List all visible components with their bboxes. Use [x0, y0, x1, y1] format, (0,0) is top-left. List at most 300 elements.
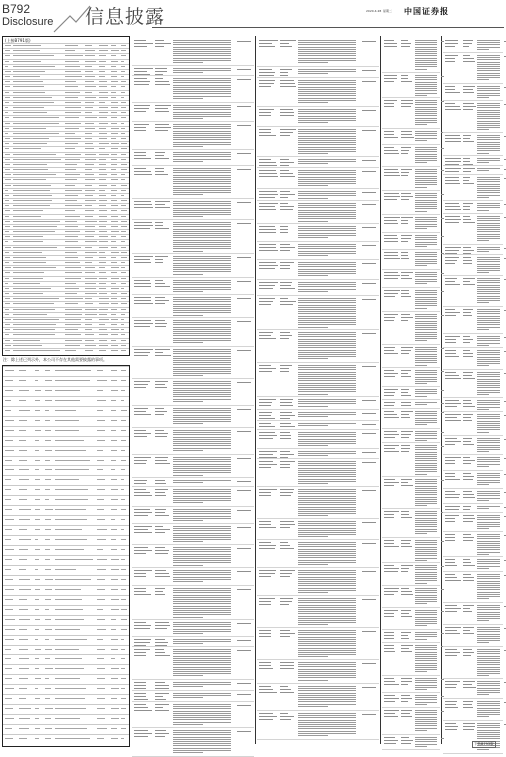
entry-text [173, 72, 204, 73]
entry-text [415, 746, 427, 747]
table-cell [45, 539, 50, 540]
entry-text [477, 732, 500, 733]
entry-text [445, 103, 455, 104]
entry-text [280, 265, 291, 266]
entry-text [237, 705, 251, 706]
entry-text [155, 262, 164, 263]
table-cell [45, 599, 51, 600]
entry-text [298, 643, 356, 644]
entry-text [415, 524, 437, 525]
entry-text [173, 353, 231, 354]
entry-text [259, 426, 275, 427]
table-row [3, 121, 129, 122]
entry-text [477, 49, 489, 50]
table-cell [5, 179, 11, 180]
table-cell [5, 226, 10, 227]
entry-text [298, 513, 356, 514]
entry-text [477, 181, 500, 182]
entry-text [362, 571, 376, 572]
table-cell [13, 102, 54, 103]
table-cell [121, 107, 126, 108]
table-cell [99, 195, 106, 196]
disclosure-entry [132, 278, 254, 295]
entry-text [280, 402, 293, 403]
table-cell [65, 92, 80, 93]
entry-text [463, 161, 470, 162]
table-cell [13, 117, 59, 118]
entry-text [173, 570, 231, 571]
table-cell [65, 148, 75, 149]
entry-text [173, 93, 231, 94]
entry-text [384, 314, 398, 315]
table-cell [97, 569, 106, 570]
entry-text [401, 737, 409, 738]
section-english: Disclosure [2, 16, 54, 28]
entry-text [298, 662, 356, 663]
entry-text [415, 42, 437, 43]
entry-text [477, 184, 500, 185]
table-cell [19, 738, 27, 739]
entry-text [415, 621, 437, 622]
table-cell [99, 128, 106, 129]
entry-text [463, 58, 474, 59]
entry-text [415, 614, 437, 615]
table-cell [111, 200, 117, 201]
entry-text [477, 402, 500, 403]
entry-text [298, 553, 356, 554]
disclosure-entry [382, 735, 440, 750]
entry-text [173, 511, 231, 512]
entry-text [298, 307, 356, 308]
entry-text [415, 704, 427, 705]
entry-text [173, 60, 231, 61]
entry-text [401, 290, 409, 291]
table-cell [13, 210, 43, 211]
table-cell [19, 390, 29, 391]
entry-text [298, 406, 329, 407]
entry-text [259, 304, 271, 305]
table-cell [19, 718, 30, 719]
entry-text [173, 240, 231, 241]
entry-text [401, 169, 412, 170]
entry-text [477, 664, 500, 665]
entry-text [280, 288, 295, 289]
entry-text [384, 710, 399, 711]
entry-text [477, 127, 500, 128]
entry-text [463, 339, 473, 340]
entry-text [259, 338, 276, 339]
entry-text [173, 410, 231, 411]
entry-text [445, 372, 456, 373]
entry-text [280, 545, 290, 546]
entry-text [134, 46, 147, 47]
entry-text [298, 372, 356, 373]
entry-text [362, 490, 376, 491]
entry-text [401, 684, 408, 685]
entry-text [298, 472, 356, 473]
entry-text [477, 438, 500, 439]
entry-text [463, 177, 470, 178]
entry-text [298, 228, 356, 229]
entry-text [477, 432, 489, 433]
table-cell [65, 272, 82, 273]
entry-text [173, 392, 231, 393]
entry-text [477, 477, 500, 478]
table-row [3, 525, 129, 526]
table-row [3, 126, 129, 127]
entry-text [298, 598, 356, 599]
entry-text [477, 234, 500, 235]
entry-text [415, 420, 437, 421]
disclosure-entry [257, 596, 379, 628]
entry-text [298, 153, 329, 154]
entry-text [415, 695, 437, 696]
entry-text [173, 47, 231, 48]
entry-text [463, 106, 476, 107]
table-cell [13, 195, 52, 196]
entry-text [415, 569, 437, 570]
table-cell [45, 479, 51, 480]
entry-text [401, 405, 411, 406]
entry-text [155, 323, 167, 324]
entry-text [298, 336, 356, 337]
entry-text [463, 40, 473, 41]
entry-text [477, 445, 500, 446]
entry-text [445, 257, 459, 258]
entry-text [298, 592, 329, 593]
entry-text [477, 669, 500, 670]
entry-text [477, 614, 500, 615]
table-cell [85, 293, 97, 294]
entry-text [173, 581, 204, 582]
entry-text [173, 229, 231, 230]
table-cell [19, 589, 31, 590]
entry-text [401, 479, 412, 480]
table-cell [97, 708, 105, 709]
entry-text [477, 549, 500, 550]
entry-text [477, 536, 500, 537]
table-cell [111, 257, 116, 258]
table-cell [65, 231, 80, 232]
entry-text [298, 724, 356, 725]
table-row [3, 635, 129, 636]
entry-text [155, 588, 165, 589]
entry-text [259, 86, 271, 87]
table-cell [111, 329, 119, 330]
entry-text [477, 671, 500, 672]
entry-text [173, 608, 231, 609]
entry-text [173, 415, 231, 416]
entry-text [401, 347, 413, 348]
entry-text [401, 370, 410, 371]
entry-text [415, 463, 437, 464]
entry-text [477, 177, 500, 178]
entry-text [401, 258, 409, 259]
entry-text [173, 554, 231, 555]
entry-text [259, 573, 275, 574]
entry-text [401, 613, 409, 614]
entry-text [173, 673, 231, 674]
table-cell [99, 159, 106, 160]
disclosure-entry [257, 363, 379, 397]
table-cell [111, 698, 117, 699]
table-cell [111, 738, 118, 739]
table-cell [5, 66, 8, 67]
table-cell [19, 529, 27, 530]
entry-text [173, 342, 204, 343]
section-title: 信息披露 [85, 6, 166, 28]
entry-text [477, 195, 500, 196]
table-row [3, 307, 129, 308]
entry-text [155, 43, 171, 44]
entry-text [298, 311, 356, 312]
entry-text [173, 693, 231, 694]
table-cell [85, 267, 95, 268]
entry-text [477, 192, 500, 193]
table-cell [85, 61, 96, 62]
entry-text [384, 434, 399, 435]
table-row [3, 406, 129, 407]
entry-text [134, 286, 151, 287]
entry-text [445, 356, 459, 357]
entry-text [362, 543, 376, 544]
entry-text [477, 730, 500, 731]
table-cell [121, 241, 125, 242]
entry-text [134, 303, 153, 304]
entry-text [298, 136, 356, 137]
entry-text [280, 46, 293, 47]
table-cell [65, 293, 77, 294]
entry-text [463, 103, 474, 104]
entry-text [298, 212, 356, 213]
disclosure-entry [382, 538, 440, 563]
entry-text [134, 355, 148, 356]
table-cell [19, 688, 27, 689]
disclosure-entry [382, 708, 440, 735]
entry-text [173, 450, 204, 451]
entry-text [415, 135, 437, 136]
table-cell [65, 314, 82, 315]
entry-text [477, 158, 500, 159]
entry-text [477, 383, 500, 384]
table-cell [65, 195, 78, 196]
entry-text [237, 589, 251, 590]
entry-text [134, 280, 150, 281]
entry-text [259, 46, 275, 47]
entry-text [401, 46, 410, 47]
entry-text [463, 135, 471, 136]
table-cell [35, 529, 40, 530]
entry-text [155, 111, 169, 112]
disclosure-entry [132, 66, 254, 76]
entry-text [298, 151, 356, 152]
entry-text [280, 604, 289, 605]
entry-text [173, 535, 231, 536]
entry-text [362, 227, 376, 228]
entry-text [477, 587, 500, 588]
entry-text [415, 195, 437, 196]
table-cell [5, 698, 12, 699]
table-cell [13, 334, 55, 335]
disclosure-entry [443, 245, 503, 255]
table-row [3, 115, 129, 116]
entry-text [477, 498, 500, 499]
table-cell [65, 329, 78, 330]
table-cell [13, 148, 41, 149]
table-cell [35, 639, 38, 640]
entry-text [173, 251, 204, 252]
table-cell [99, 298, 109, 299]
table-cell [121, 489, 124, 490]
table-cell [5, 509, 12, 510]
entry-text [401, 713, 410, 714]
entry-text [298, 111, 356, 112]
entry-text [173, 617, 204, 618]
entry-text [173, 408, 231, 409]
entry-text [415, 272, 437, 273]
table-cell [5, 469, 14, 470]
entry-text [173, 551, 231, 552]
entry-text [415, 308, 427, 309]
entry-text [298, 269, 356, 270]
entry-text [401, 511, 409, 512]
table-cell [13, 293, 43, 294]
entry-text [415, 365, 427, 366]
entry-text [415, 488, 437, 489]
entry-text [401, 648, 409, 649]
table-cell [45, 460, 50, 461]
disclosure-entry [132, 318, 254, 347]
entry-text [477, 110, 500, 111]
entry-text [298, 389, 356, 390]
entry-text [463, 684, 473, 685]
table-row [3, 312, 129, 313]
entry-text [415, 702, 437, 703]
entry-text [298, 251, 356, 252]
entry-text [173, 748, 231, 749]
table-cell [55, 718, 80, 719]
entry-text [477, 93, 500, 94]
table-cell [121, 303, 127, 304]
table-cell [13, 340, 40, 341]
entry-text [477, 55, 500, 56]
entry-text [173, 142, 231, 143]
entry-text [445, 336, 460, 337]
entry-text [155, 74, 164, 75]
entry-text [477, 736, 500, 737]
table-cell [121, 549, 125, 550]
entry-text [134, 628, 150, 629]
entry-text [463, 562, 471, 563]
entry-text [298, 432, 356, 433]
entry-text [298, 507, 356, 508]
table-cell [19, 440, 26, 441]
table-cell [65, 221, 77, 222]
entry-text [134, 688, 146, 689]
entry-text [463, 565, 475, 566]
entry-text [298, 637, 356, 638]
entry-text [477, 464, 500, 465]
entry-text [415, 396, 427, 397]
entry-text [384, 445, 399, 446]
entry-text [477, 311, 500, 312]
table-cell [111, 324, 117, 325]
entry-text [155, 152, 166, 153]
entry-text [401, 252, 408, 253]
entry-text [173, 105, 231, 106]
entry-text [463, 350, 470, 351]
entry-text [280, 226, 289, 227]
disclosure-entry [443, 201, 503, 214]
table-cell [35, 569, 38, 570]
table-row [3, 276, 129, 277]
entry-text [415, 438, 437, 439]
entry-text [173, 320, 231, 321]
entry-text [280, 75, 289, 76]
entry-text [477, 146, 500, 147]
entry-text [155, 384, 165, 385]
entry-text [173, 146, 204, 147]
table-cell [85, 329, 92, 330]
table-cell [111, 708, 119, 709]
table-cell [111, 334, 118, 335]
entry-text [298, 434, 356, 435]
entry-text [298, 69, 356, 70]
table-cell [99, 272, 106, 273]
entry-text [134, 704, 146, 705]
entry-text [384, 437, 395, 438]
entry-text [155, 300, 170, 301]
entry-text [463, 253, 471, 254]
entry-text [463, 497, 475, 498]
table-cell [121, 400, 124, 401]
table-cell [65, 159, 80, 160]
entry-text [134, 532, 152, 533]
entry-text [173, 186, 231, 187]
entry-text [280, 159, 289, 160]
table-row [3, 654, 129, 655]
entry-text [401, 235, 412, 236]
entry-text [415, 102, 437, 103]
table-cell [111, 123, 117, 124]
entry-text [477, 592, 500, 593]
entry-text [415, 149, 437, 150]
entry-text [259, 115, 271, 116]
entry-text [477, 207, 500, 208]
entry-text [298, 246, 356, 247]
table-cell [99, 138, 107, 139]
table-cell [5, 154, 10, 155]
entry-text [477, 423, 500, 424]
entry-text [134, 685, 146, 686]
entry-text [477, 459, 500, 460]
table-cell [99, 164, 106, 165]
entry-text [298, 82, 356, 83]
table-cell [55, 410, 76, 411]
entry-text [173, 745, 231, 746]
entry-text [415, 244, 437, 245]
table-cell [121, 479, 124, 480]
entry-text [173, 287, 231, 288]
table-cell [65, 210, 75, 211]
entry-text [401, 103, 413, 104]
entry-text [173, 633, 204, 634]
table-row [3, 724, 129, 725]
entry-text [445, 43, 458, 44]
table-cell [55, 380, 90, 381]
entry-text [298, 120, 356, 121]
entry-text [477, 414, 500, 415]
